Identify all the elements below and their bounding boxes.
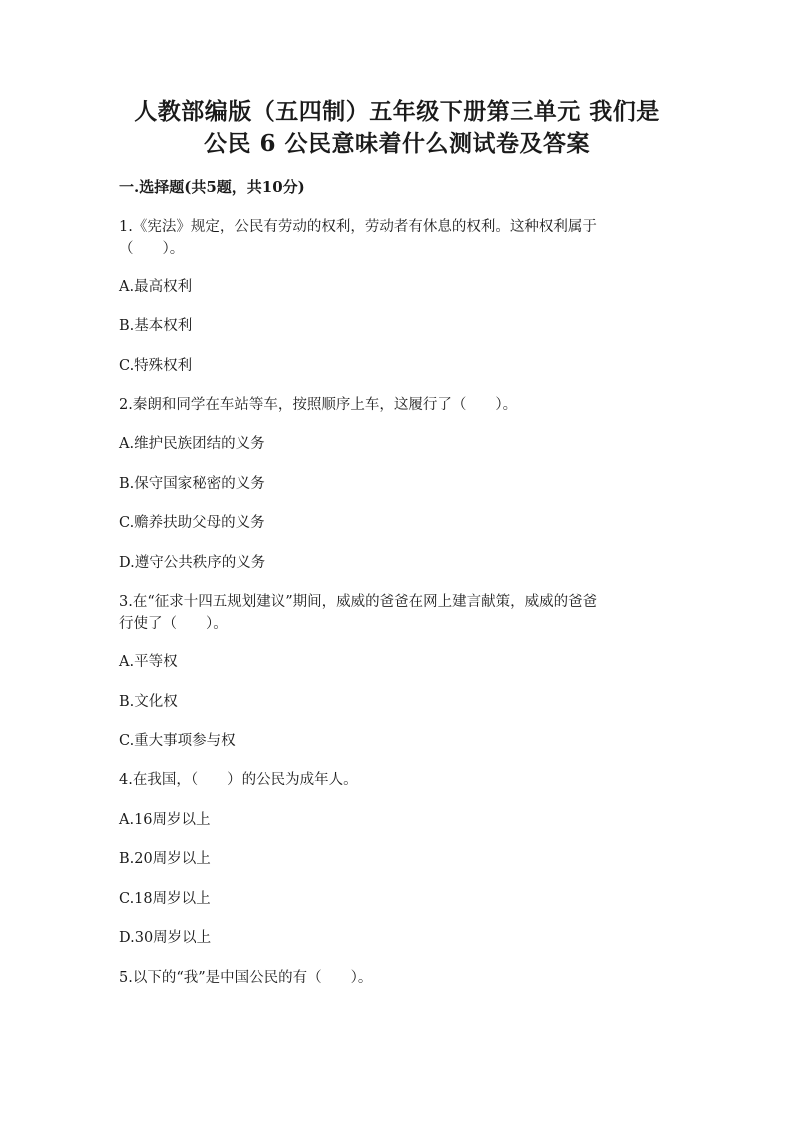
question-1-option-c: C.特殊权利	[119, 358, 193, 374]
question-2-option-a: A.维护民族团结的义务	[119, 436, 265, 452]
question-2-option-d: D.遵守公共秩序的义务	[119, 555, 266, 571]
document-title-line-1: 人教部编版（五四制）五年级下册第三单元 我们是	[134, 98, 660, 125]
question-3-option-b: B.文化权	[119, 694, 178, 710]
document-title-line-2: 公民 6 公民意味着什么测试卷及答案	[203, 130, 591, 157]
question-2	[119, 394, 679, 416]
question-3-text-line-1: 3.在“征求十四五规划建议”期间，威威的爸爸在网上建言献策，威威的爸爸	[119, 594, 598, 610]
question-4-option-a: A.16周岁以上	[119, 812, 211, 828]
question-2-option-c: C.赡养扶助父母的义务	[119, 515, 265, 531]
question-4-text-line-1: 4.在我国，（ ）的公民为成年人。	[119, 772, 358, 788]
question-1	[119, 216, 679, 260]
question-3	[119, 591, 679, 635]
question-4	[119, 769, 679, 791]
question-4-option-b: B.20周岁以上	[119, 851, 211, 867]
question-5	[119, 967, 679, 989]
question-1-text-line-2: （ ）。	[119, 241, 185, 257]
question-3-option-c: C.重大事项参与权	[119, 733, 236, 749]
question-5-text-line-1: 5.以下的“我”是中国公民的有（ ）。	[119, 970, 373, 986]
question-4-option-d: D.30周岁以上	[119, 930, 212, 946]
section-heading: 一.选择题(共5题，共10分)	[119, 178, 305, 196]
question-3-text-line-2: 行使了（ ）。	[119, 616, 228, 632]
question-1-option-b: B.基本权利	[119, 318, 193, 334]
question-2-option-b: B.保守国家秘密的义务	[119, 476, 265, 492]
question-2-text-line-1: 2.秦朗和同学在车站等车，按照顺序上车，这履行了（ ）。	[119, 397, 518, 413]
question-1-option-a: A.最高权利	[119, 279, 193, 295]
question-3-option-a: A.平等权	[119, 654, 178, 670]
question-4-option-c: C.18周岁以上	[119, 891, 211, 907]
question-1-text-line-1: 1.《宪法》规定，公民有劳动的权利，劳动者有休息的权利。这种权利属于	[119, 219, 597, 235]
